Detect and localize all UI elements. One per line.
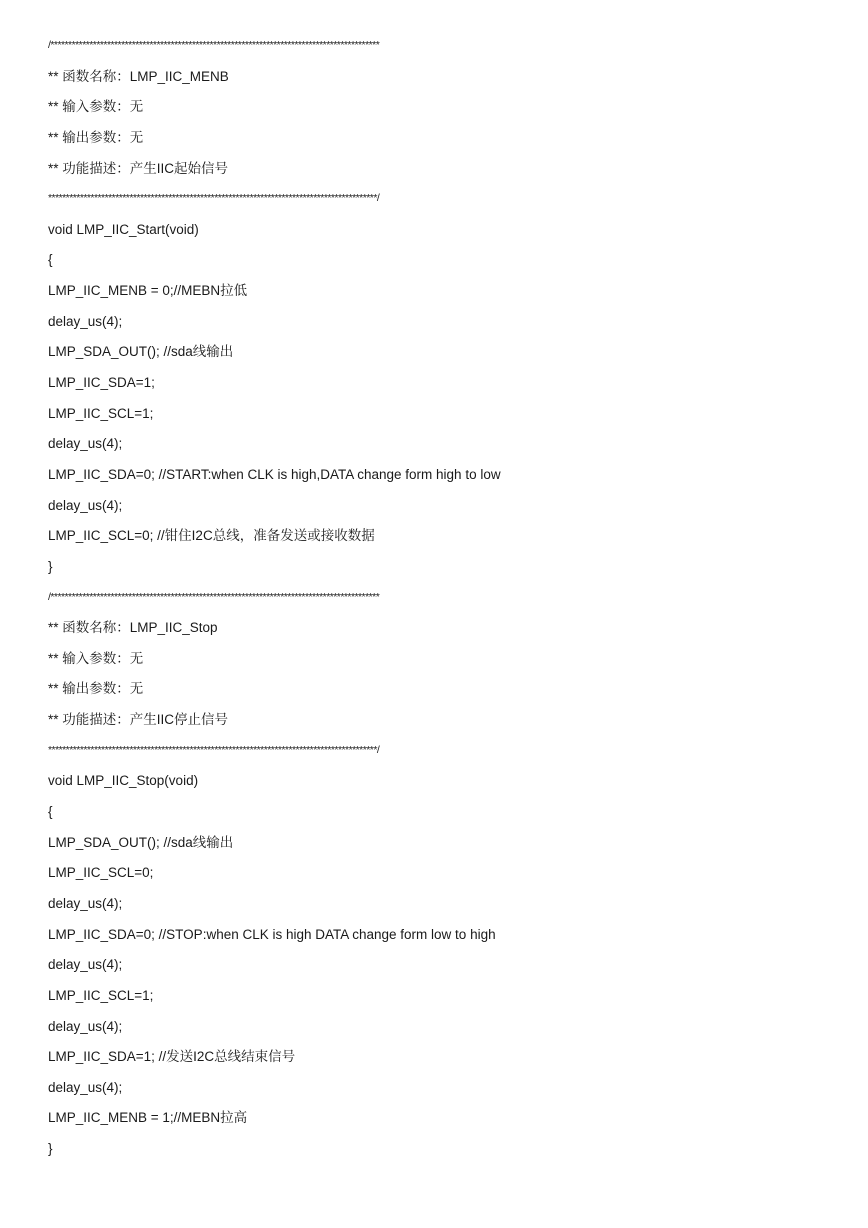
open-brace: { [48, 804, 53, 820]
function-signature: void LMP_IIC_Stop(void) [48, 773, 199, 789]
code-line: LMP_IIC_SCL=0; [48, 865, 154, 881]
comment-border-top: /********************************************************************************************* [48, 590, 380, 603]
code-line: LMP_SDA_OUT(); //sda线输出 [48, 344, 234, 360]
code-line: LMP_SDA_OUT(); //sda线输出 [48, 834, 234, 850]
close-brace: } [48, 1141, 53, 1157]
code-line: delay_us(4); [48, 1079, 123, 1095]
comment-output-params: ** 输出参数：无 [48, 681, 144, 697]
code-document [48, 37, 848, 1171]
close-brace: } [48, 558, 53, 574]
code-line: delay_us(4); [48, 957, 123, 973]
code-line: LMP_IIC_MENB = 0;//MEBN拉低 [48, 283, 248, 299]
code-line: LMP_IIC_MENB = 1;//MEBN拉高 [48, 1110, 248, 1126]
comment-border-bottom: *********************************************************************************************/ [48, 192, 380, 205]
function-signature: void LMP_IIC_Start(void) [48, 221, 199, 237]
code-line: LMP_IIC_SDA=1; //发送I2C总线结束信号 [48, 1049, 296, 1065]
code-line: LMP_IIC_SCL=1; [48, 987, 154, 1003]
code-line: LMP_IIC_SDA=0; //START:when CLK is high,DATA change form high to low [48, 466, 501, 482]
code-line: delay_us(4); [48, 313, 123, 329]
comment-description: ** 功能描述：产生IIC起始信号 [48, 160, 229, 176]
comment-input-params: ** 输入参数：无 [48, 650, 144, 666]
code-line: delay_us(4); [48, 895, 123, 911]
comment-function-name: ** 函数名称：LMP_IIC_MENB [48, 68, 229, 84]
comment-description: ** 功能描述：产生IIC停止信号 [48, 712, 229, 728]
code-line: delay_us(4); [48, 497, 123, 513]
code-line: delay_us(4); [48, 436, 123, 452]
open-brace: { [48, 252, 53, 268]
comment-input-params: ** 输入参数：无 [48, 99, 144, 115]
comment-border-top: /********************************************************************************************* [48, 39, 380, 51]
code-line: LMP_IIC_SCL=0; //钳住I2C总线，准备发送或接收数据 [48, 528, 375, 544]
code-line: LMP_IIC_SDA=1; [48, 375, 155, 391]
code-line: delay_us(4); [48, 1018, 123, 1034]
comment-output-params: ** 输出参数：无 [48, 129, 144, 145]
code-line: LMP_IIC_SCL=1; [48, 405, 154, 421]
code-line: LMP_IIC_SDA=0; //STOP:when CLK is high DATA change form low to high [48, 926, 496, 942]
comment-function-name: ** 函数名称：LMP_IIC_Stop [48, 620, 218, 636]
comment-border-bottom: *********************************************************************************************/ [48, 743, 380, 756]
